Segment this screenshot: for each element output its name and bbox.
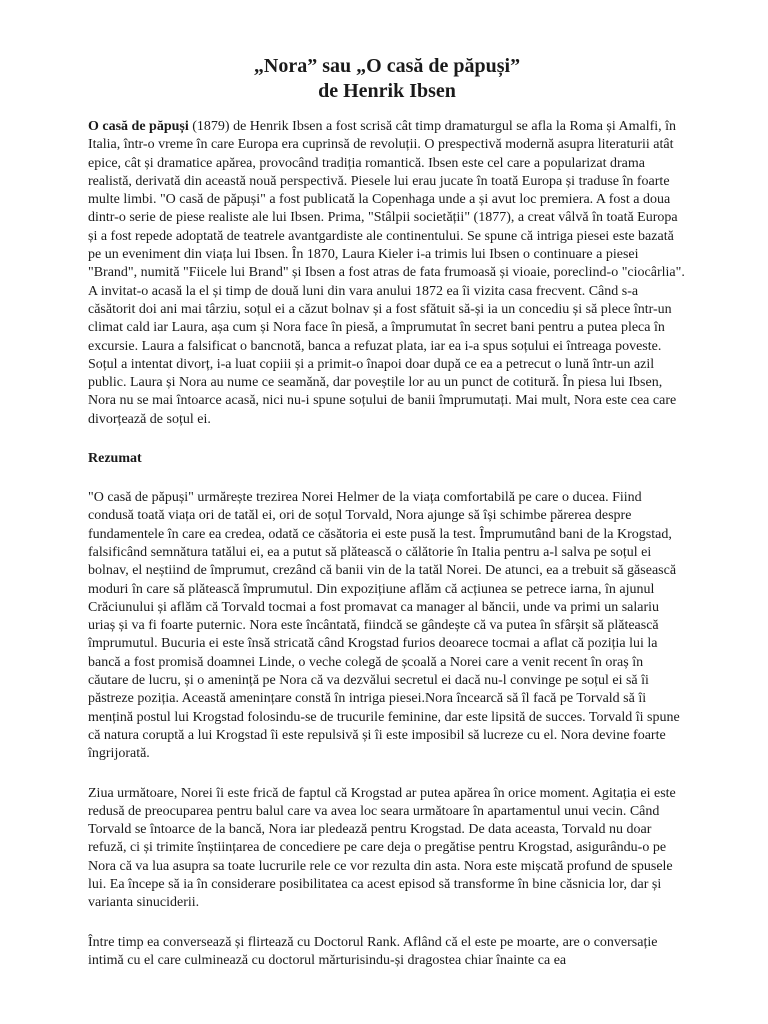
intro-text: (1879) de Henrik Ibsen a fost scrisă cât timp dramaturgul se afla la Roma și Amalfi, în Italia, într-o vreme în care Europa era cuprinsă de revoluții. O prespectivă modernă asupra literaturii atât epice, cât și dramatice apărea, provocând tradiția romantică. Ibsen este cel care a popularizat drama realistă, derivată din această nouă perspectivă. Piesele lui erau jucate în toată Europa și traduse în foarte multe limbi. "O casă de păpuși" a fost publicată la Copenhaga unde a și avut loc premiera. A fost a doua dintr-o serie de piese realiste ale lui Ibsen. Prima, "Stâlpii societății" (1877), a creat vâlvă în toată Europa și a fost repede adoptată de teatrele avantgardiste ale continentului. Se spune că intriga piesei este bazată pe un eveniment din viața lui Ibsen. În 1870, Laura Kieler i-a trimis lui Ibsen o continuare a piesei "Brand", numită "Fiicele lui Brand" și Ibsen a fost atras de fata frumoasă și vioaie, poreclind-o "ciocârlia". A invitat-o acasă la el și timp de două luni din vara anului 1872 ea îi vizita casa frecvent. Când s-a căsătorit doi ani mai târziu, soțul ei a căzut bolnav și a fost sfătuit să-și ia un concediu și să plece într-un climat cald iar Laura, așa cum și Nora face în piesă, a împrumutat în secret bani pentru a putea pleca în excursie. Laura a falsificat o bancnotă, banca a refuzat plata, iar ea i-a spus soțului ei întreaga poveste. Soțul a intentat divorț, i-a luat copiii și a primit-o înapoi doar după ce ea a petrecut o lună într-un azil public. Laura și Nora au nume ce seamănă, dar poveștile lor au un punct de cotitură. În piesa lui Ibsen, Nora nu se mai întoarce acasă, nici nu-i spune soțului de banii împrumutați. Mai mult, Nora este cea care divorțează de soțul ei. [88,119,685,427]
intro-paragraph [88,118,686,429]
intro-lead: O casă de păpuși [88,119,189,134]
body-paragraph: Ziua următoare, Norei îi este frică de faptul că Krogstad ar putea apărea în orice moment. Agitația ei este redusă de preocuparea pentru balul care va avea loc seara următoare în apartamentul unui vecin. Când Torvald se întoarce de la bancă, Nora iar pledează pentru Krogstad. De data aceasta, Torvald nu doar refuză, ci și trimite înștiințarea de concediere pe care deja o pregătise pentru Krogstad, asigurându-o pe Nora că va lua asupra sa toate lucrurile rele ce vor rezulta din asta. Nora este mișcată profund de spusele lui. Ea începe să ia în considerare posibilitatea ca acest episod să transforme în bine căsnicia lor, dar și varianta sinuciderii. [88,785,676,911]
title-line-2: de Henrik Ibsen [318,80,456,102]
document-title [88,54,686,104]
body-paragraph: Între timp ea conversează și flirtează cu Doctorul Rank. Aflând că el este pe moarte, are o conversație intimă cu el care culminează cu doctorul mărturisindu-și dragostea chiar înainte ca ea [88,934,658,968]
document-page [88,54,686,991]
title-line-1: „Nora” sau „O casă de păpuși” [253,55,521,77]
body-paragraph: "O casă de păpuși" urmărește trezirea Norei Helmer de la viața comfortabilă pe care o ducea. Fiind condusă toată viața ori de tatăl ei, ori de soțul Torvald, Nora ajunge să își schimbe părerea despre fundamentele în care ea credea, odată ce căsătoria ei este pusă la test. Împrumutând bani de la Krogstad, falsificând semnătura tatălui ei, ea a putut să plătească o călătorie în Italia pentru a-l salva pe soțul ei bolnav, el neștiind de împrumut, crezând că banii vin de la tatăl Norei. De atunci, ea a trebuit să găsească moduri în care să plătească împrumutul. Din expozițiune aflăm că acțiunea se petrece iarna, în ajunul Crăciunului și aflăm că Torvald tocmai a fost promavat ca manager al băncii, unde va primi un salariu uriaș și va fi foarte puternic. Nora este încântată, fiindcă se gândește că va putea în sfârșit să plătească împrumutul. Bucuria ei este însă stricată când Krogstad furios deoarece tocmai a aflat că poziția lui la bancă a fost promisă doamnei Linde, o veche colegă de școală a Norei care a venit recent în oraș în căutare de lucru, și o amenință pe Nora că va dezvălui secretul ei dacă nu-l convinge pe soțul ei să îi păstreze poziția. Această amenințare constă în intriga piesei.Nora încearcă să îl facă pe Torvald să îi mențină postul lui Krogstad folosindu-se de trucurile feminine, dar este lipsită de succes. Torvald îi spune că natura coruptă a lui Krogstad îi este repulsivă și îi este imposibil să lucreze cu el. Nora devine foarte îngrijorată. [88,490,680,762]
section-heading-rezumat: Rezumat [88,451,142,467]
